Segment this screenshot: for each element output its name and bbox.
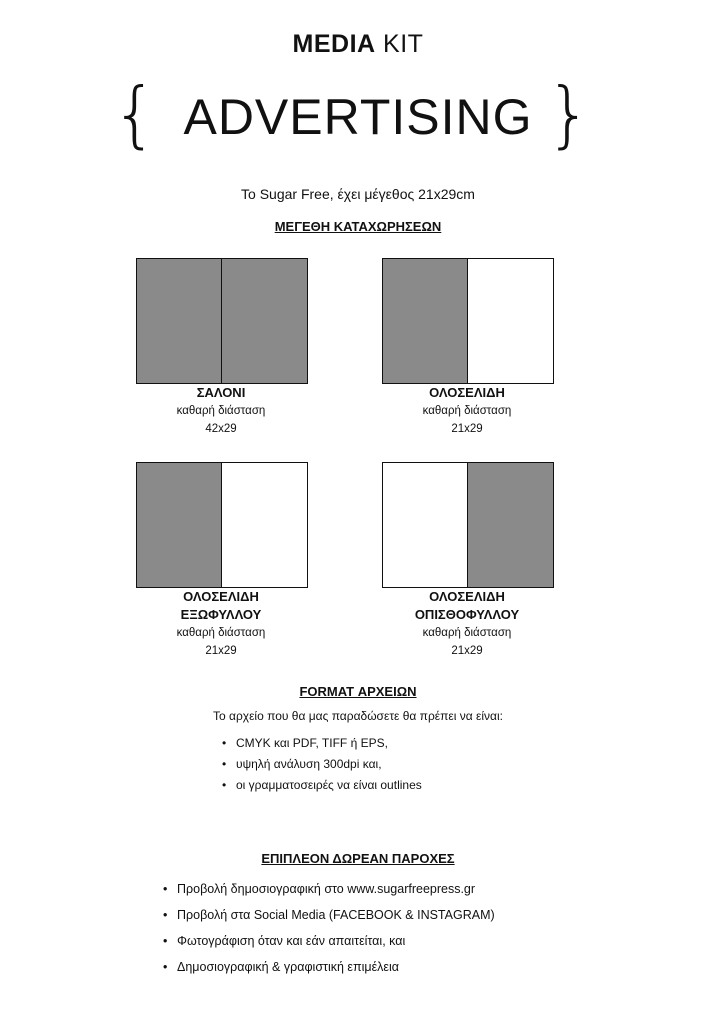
list-item xyxy=(163,954,495,980)
panel-saloni xyxy=(136,258,308,384)
list-item xyxy=(163,928,495,954)
list-item xyxy=(222,754,422,775)
ad-size-name-line2: ΟΠΙΣΘΟΦΥΛΛΟΥ xyxy=(414,607,520,622)
ad-sizes-title: ΜΕΓΕΘΗ ΚΑΤΑΧΩΡΗΣΕΩΝ xyxy=(274,219,442,234)
ad-size-name: ΟΛΟΣΕΛΙΔΗ xyxy=(183,589,259,604)
left-brace: { xyxy=(112,72,158,156)
panel-left-page xyxy=(137,463,222,587)
ad-size-desc: καθαρή διάσταση xyxy=(176,627,266,639)
bullet-icon: • xyxy=(163,960,168,974)
bullet-icon: • xyxy=(222,778,227,792)
ad-size-desc: καθαρή διάσταση xyxy=(422,405,512,417)
panel-left-page xyxy=(137,259,222,383)
magazine-size-note: To Sugar Free, έχει μέγεθος 21x29cm xyxy=(241,186,475,202)
list-item-text: Δημοσιογραφική & γραφιστική επιμέλεια xyxy=(177,960,400,974)
list-item-text: Φωτογράφιση όταν και εάν απαιτείται, και xyxy=(177,934,406,948)
kit-word: KIT xyxy=(383,30,424,58)
ad-size-desc: καθαρή διάσταση xyxy=(176,405,266,417)
panel-right-page xyxy=(468,463,553,587)
list-item-text: οι γραμματοσειρές να είναι outlines xyxy=(236,778,422,792)
panel-right-page xyxy=(468,259,553,383)
format-intro: Το αρχείο που θα μας παραδώσετε θα πρέπει να είναι: xyxy=(213,709,503,723)
right-brace: } xyxy=(546,72,592,156)
panel-right-page xyxy=(222,259,307,383)
panel-right-page xyxy=(222,463,307,587)
panel-front-cover xyxy=(136,462,308,588)
caption-oloselidi xyxy=(367,384,567,438)
caption-front-cover xyxy=(121,588,321,660)
list-item-text: CMYK και PDF, TIFF ή EPS, xyxy=(236,736,388,750)
ad-size-name: ΣΑΛΟΝΙ xyxy=(196,385,246,400)
ad-size-name: ΟΛΟΣΕΛΙΔΗ xyxy=(429,385,505,400)
list-item-text: Προβολή δημοσιογραφική στο www.sugarfreepress.gr xyxy=(177,882,476,896)
extras-list xyxy=(163,876,495,980)
list-item xyxy=(222,775,422,796)
format-list xyxy=(222,733,422,796)
media-word: MEDIA xyxy=(292,30,376,58)
ad-size-dimensions: 21x29 xyxy=(205,645,237,657)
ad-size-name: ΟΛΟΣΕΛΙΔΗ xyxy=(429,589,505,604)
caption-back-cover xyxy=(367,588,567,660)
ad-size-name-line2: ΕΞΩΦΥΛΛΟΥ xyxy=(180,607,262,622)
caption-saloni xyxy=(121,384,321,438)
list-item xyxy=(163,876,495,902)
ad-size-desc: καθαρή διάσταση xyxy=(422,627,512,639)
ad-size-dimensions: 21x29 xyxy=(451,645,483,657)
bullet-icon: • xyxy=(163,882,168,896)
ad-size-dimensions: 21x29 xyxy=(451,423,483,435)
bullet-icon: • xyxy=(163,934,168,948)
list-item xyxy=(163,902,495,928)
panel-back-cover xyxy=(382,462,554,588)
bullet-icon: • xyxy=(222,757,227,771)
format-title: FORMAT ΑΡΧΕΙΩΝ xyxy=(299,684,417,699)
bullet-icon: • xyxy=(163,908,168,922)
panel-oloselidi xyxy=(382,258,554,384)
list-item xyxy=(222,733,422,754)
ad-size-dimensions: 42x29 xyxy=(205,423,237,435)
list-item-text: υψηλή ανάλυση 300dpi και, xyxy=(236,757,382,771)
media-kit-heading xyxy=(0,30,716,59)
panel-left-page xyxy=(383,259,468,383)
panel-left-page xyxy=(383,463,468,587)
extras-title: ΕΠΙΠΛΕΟΝ ΔΩΡΕΑΝ ΠΑΡΟΧΕΣ xyxy=(261,851,455,866)
bullet-icon: • xyxy=(222,736,227,750)
list-item-text: Προβολή στα Social Media (FACEBOOK & INSTAGRAM) xyxy=(177,908,495,922)
page-title: ADVERTISING xyxy=(183,89,533,145)
